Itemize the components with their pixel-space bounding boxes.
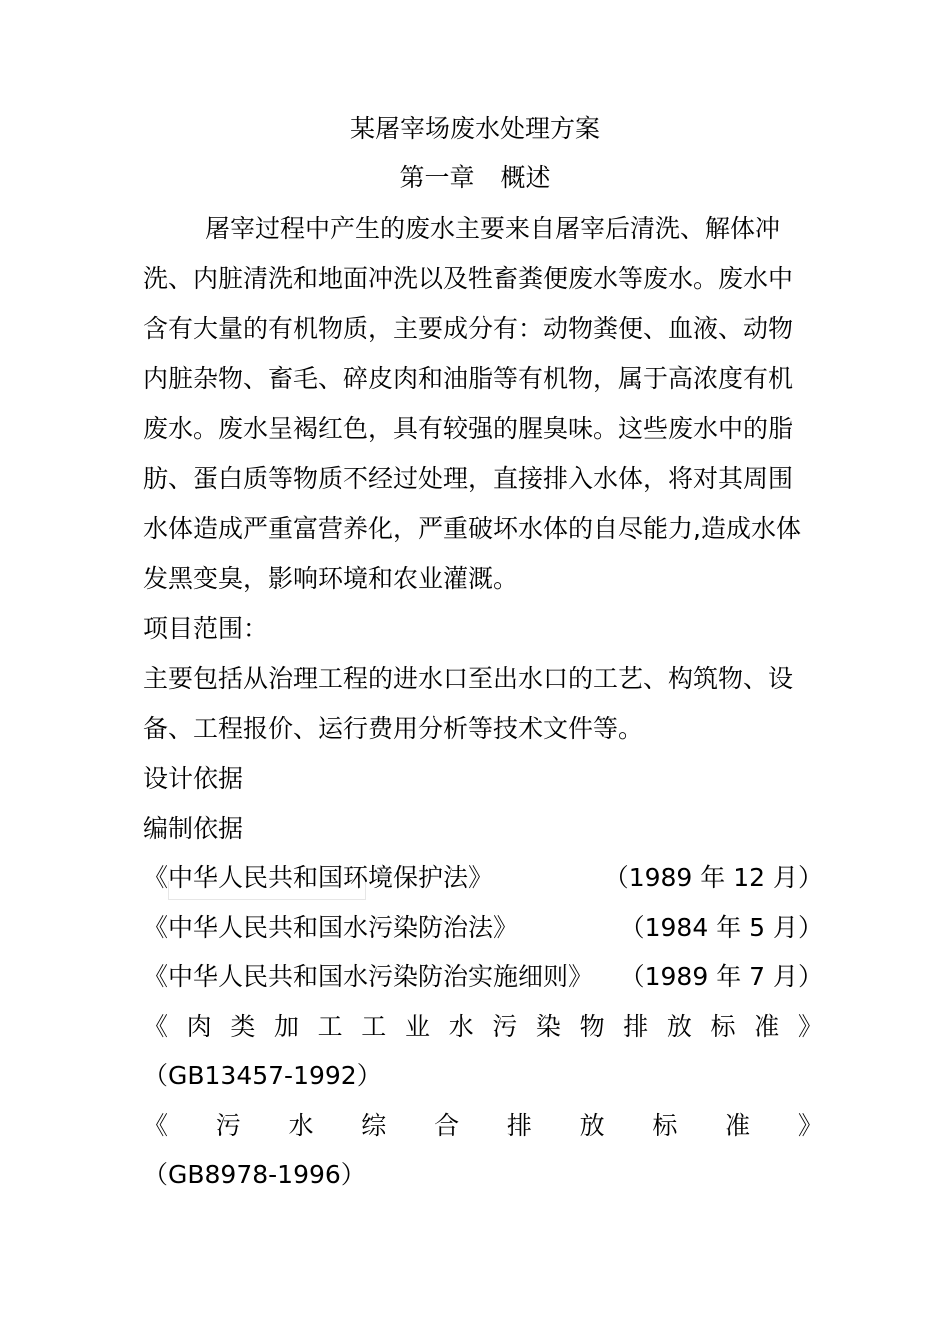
standard-1-char: 《 <box>143 1012 169 1041</box>
standard-2-char: 合 <box>434 1111 460 1140</box>
standard-2-char: 准 <box>725 1111 751 1140</box>
standard-1-char: 排 <box>623 1012 649 1041</box>
standard-2-char: 水 <box>288 1111 314 1140</box>
law-row-2 <box>143 903 823 953</box>
overview-line-1: 屠宰过程中产生的废水主要来自屠宰后清洗、解体冲 <box>205 214 781 243</box>
scope-line-2: 备、工程报价、运行费用分析等技术文件等。 <box>143 714 644 743</box>
standard-1-char: 标 <box>710 1012 736 1041</box>
standard-2-char: 《 <box>143 1111 169 1140</box>
chapter-number: 第一章 <box>399 163 475 192</box>
law-date: （1984 年 5 月） <box>619 913 823 942</box>
law-name: 《中华人民共和国环境保护法》 <box>143 863 494 892</box>
standard-2-char: 污 <box>215 1111 241 1140</box>
standard-2-char: 放 <box>579 1111 605 1140</box>
standard-1-char: 加 <box>273 1012 299 1041</box>
standard-1-char: 类 <box>230 1012 256 1041</box>
standard-1-char: 水 <box>448 1012 474 1041</box>
overview-line-7: 水体造成严重富营养化，严重破坏水体的自尽能力,造成水体 <box>143 514 801 543</box>
overview-line-5: 废水。废水呈褐红色，具有较强的腥臭味。这些废水中的脂 <box>143 414 794 443</box>
overview-line-8: 发黑变臭，影响环境和农业灌溉。 <box>143 564 519 593</box>
standard-1-char: 放 <box>666 1012 692 1041</box>
standard-1-code: （GB13457-1992） <box>143 1061 382 1090</box>
standard-1-char: 》 <box>797 1012 823 1041</box>
document-title: 某屠宰场废水处理方案 <box>349 114 600 143</box>
standard-2-char: 综 <box>361 1111 387 1140</box>
standard-1-char: 工 <box>361 1012 387 1041</box>
standard-2-char: 标 <box>652 1111 678 1140</box>
law-date: （1989 年 12 月） <box>603 863 823 892</box>
law-row-3 <box>143 952 823 1002</box>
standard-1-title <box>143 1002 823 1052</box>
chapter-name: 概述 <box>500 163 551 192</box>
standard-2-code: （GB8978-1996） <box>143 1160 366 1189</box>
standard-1-char: 染 <box>535 1012 561 1041</box>
standard-2-char: 》 <box>797 1111 823 1140</box>
compilation-basis-heading: 编制依据 <box>143 814 244 843</box>
scope-line-1: 主要包括从治理工程的进水口至出水口的工艺、构筑物、设 <box>143 664 794 693</box>
standard-1-char: 工 <box>317 1012 343 1041</box>
law-date: （1989 年 7 月） <box>619 962 823 991</box>
law-name: 《中华人民共和国水污染防治实施细则》 <box>143 962 594 991</box>
overview-line-6: 肪、蛋白质等物质不经过处理，直接排入水体，将对其周围 <box>143 464 794 493</box>
overview-line-4: 内脏杂物、畜毛、碎皮肉和油脂等有机物，属于高浓度有机 <box>143 364 794 393</box>
standard-1-char: 准 <box>754 1012 780 1041</box>
standard-1-char: 业 <box>404 1012 430 1041</box>
standard-2-title <box>143 1101 823 1151</box>
standard-1-char: 肉 <box>186 1012 212 1041</box>
standard-2-char: 排 <box>506 1111 532 1140</box>
standard-1-char: 污 <box>492 1012 518 1041</box>
standard-1-char: 物 <box>579 1012 605 1041</box>
design-basis-heading: 设计依据 <box>143 764 244 793</box>
law-row-1 <box>143 853 823 903</box>
chapter-heading <box>0 163 950 193</box>
overview-line-3: 含有大量的有机物质，主要成分有：动物粪便、血液、动物 <box>143 314 794 343</box>
overview-line-2: 洗、内脏清洗和地面冲洗以及牲畜粪便废水等废水。废水中 <box>143 264 794 293</box>
scope-heading: 项目范围： <box>143 614 269 643</box>
law-name: 《中华人民共和国水污染防治法》 <box>143 913 519 942</box>
